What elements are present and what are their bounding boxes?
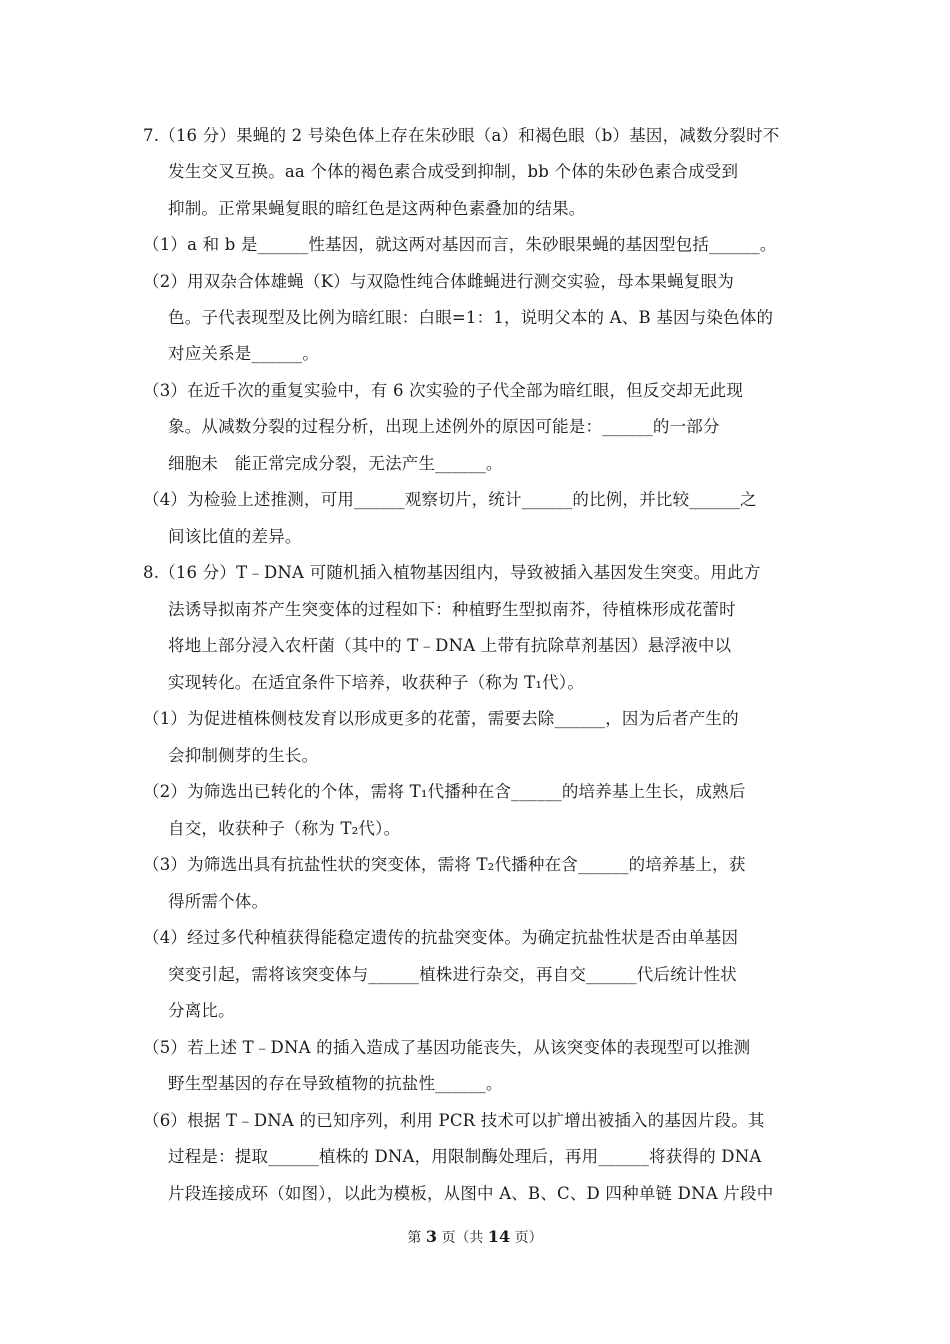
text-line-q8-intro-4: 实现转化。在适宜条件下培养，收获种子（称为 T₁代）。: [168, 673, 585, 692]
text-line-q8-part5-2: 野生型基因的存在导致植物的抗盐性______。: [168, 1074, 503, 1093]
text-line-q7-part2-2: 色。子代表现型及比例为暗红眼：白眼=1：1，说明父本的 A、B 基因与染色体的: [168, 308, 774, 327]
text-line-q7-part2-1: （2）用双杂合体雄蝇（K）与双隐性纯合体雌蝇进行测交实验，母本果蝇复眼为: [143, 272, 735, 291]
text-line-q7-part3-2: 象。从减数分裂的过程分析，出现上述例外的原因可能是：______的一部分: [168, 417, 720, 436]
text-line-q8-part1-2: 会抑制侧芽的生长。: [168, 746, 319, 765]
text-line-q7-intro-2: 发生交叉互换。aa 个体的褐色素合成受到抑制，bb 个体的朱砂色素合成受到: [168, 162, 739, 181]
text-line-q8-part2-1: （2）为筛选出已转化的个体，需将 T₁代播种在含______的培养基上生长，成熟后: [143, 782, 746, 801]
text-line-q8-part6-3: 片段连接成环（如图），以此为模板，从图中 A、B、C、D 四种单链 DNA 片段中: [168, 1184, 774, 1203]
page-footer: [0, 1227, 950, 1248]
text-line-q8-part3-2: 得所需个体。: [168, 892, 269, 911]
text-line-q8-part6-1: （6）根据 T﹣DNA 的已知序列，利用 PCR 技术可以扩增出被插入的基因片段。其: [143, 1111, 765, 1130]
text-line-q8-part6-2: 过程是：提取______植株的 DNA，用限制酶处理后，再用______将获得的 DNA: [168, 1147, 762, 1166]
text-line-q7-part3-1: （3）在近千次的重复实验中，有 6 次实验的子代全部为暗红眼，但反交却无此现: [143, 381, 744, 400]
text-line-q8-part2-2: 自交，收获种子（称为 T₂代）。: [168, 819, 401, 838]
footer-page-number: 3: [425, 1227, 437, 1246]
text-line-q8-part5-1: （5）若上述 T﹣DNA 的插入造成了基因功能丧失，从该突变体的表现型可以推测: [143, 1038, 751, 1057]
footer-prefix: 第: [407, 1230, 422, 1246]
text-line-q8-intro-2: 法诱导拟南芥产生突变体的过程如下：种植野生型拟南芥，待植株形成花蕾时: [168, 600, 736, 619]
text-line-q8-part4-3: 分离比。: [168, 1001, 235, 1020]
text-line-q8-part3-1: （3）为筛选出具有抗盐性状的突变体，需将 T₂代播种在含______的培养基上，获: [143, 855, 746, 874]
text-line-q7-part4-2: 间该比值的差异。: [168, 527, 302, 546]
footer-suffix: 页）: [514, 1230, 543, 1246]
text-line-q8-part1-1: （1）为促进植株侧枝发育以形成更多的花蕾，需要去除______，因为后者产生的: [143, 709, 739, 728]
text-line-q7-part4-1: （4）为检验上述推测，可用______观察切片，统计______的比例，并比较______之: [143, 490, 757, 509]
text-line-q7-part1: （1）a 和 b 是______性基因，就这两对基因而言，朱砂眼果蝇的基因型包括______。: [143, 235, 777, 254]
text-line-q7-part2-3: 对应关系是______。: [168, 344, 319, 363]
text-line-q8-part4-2: 突变引起，需将该突变体与______植株进行杂交，再自交______代后统计性状: [168, 965, 737, 984]
text-line-q7-intro-1: 7.（16 分）果蝇的 2 号染色体上存在朱砂眼（a）和褐色眼（b）基因，减数分裂时不: [143, 126, 780, 145]
text-line-q7-intro-3: 抑制。正常果蝇复眼的暗红色是这两种色素叠加的结果。: [168, 199, 586, 218]
text-line-q7-part3-3: 细胞未 能正常完成分裂，无法产生______。: [168, 454, 503, 473]
footer-total-pages: 14: [487, 1227, 511, 1246]
text-line-q8-intro-3: 将地上部分浸入农杆菌（其中的 T﹣DNA 上带有抗除草剂基因）悬浮液中以: [168, 636, 732, 655]
text-line-q8-part4-1: （4）经过多代种植获得能稳定遗传的抗盐突变体。为确定抗盐性状是否由单基因: [143, 928, 739, 947]
text-line-q8-intro-1: 8.（16 分）T﹣DNA 可随机插入植物基因组内，导致被插入基因发生突变。用此方: [143, 563, 761, 582]
footer-middle: 页（共: [441, 1230, 484, 1246]
